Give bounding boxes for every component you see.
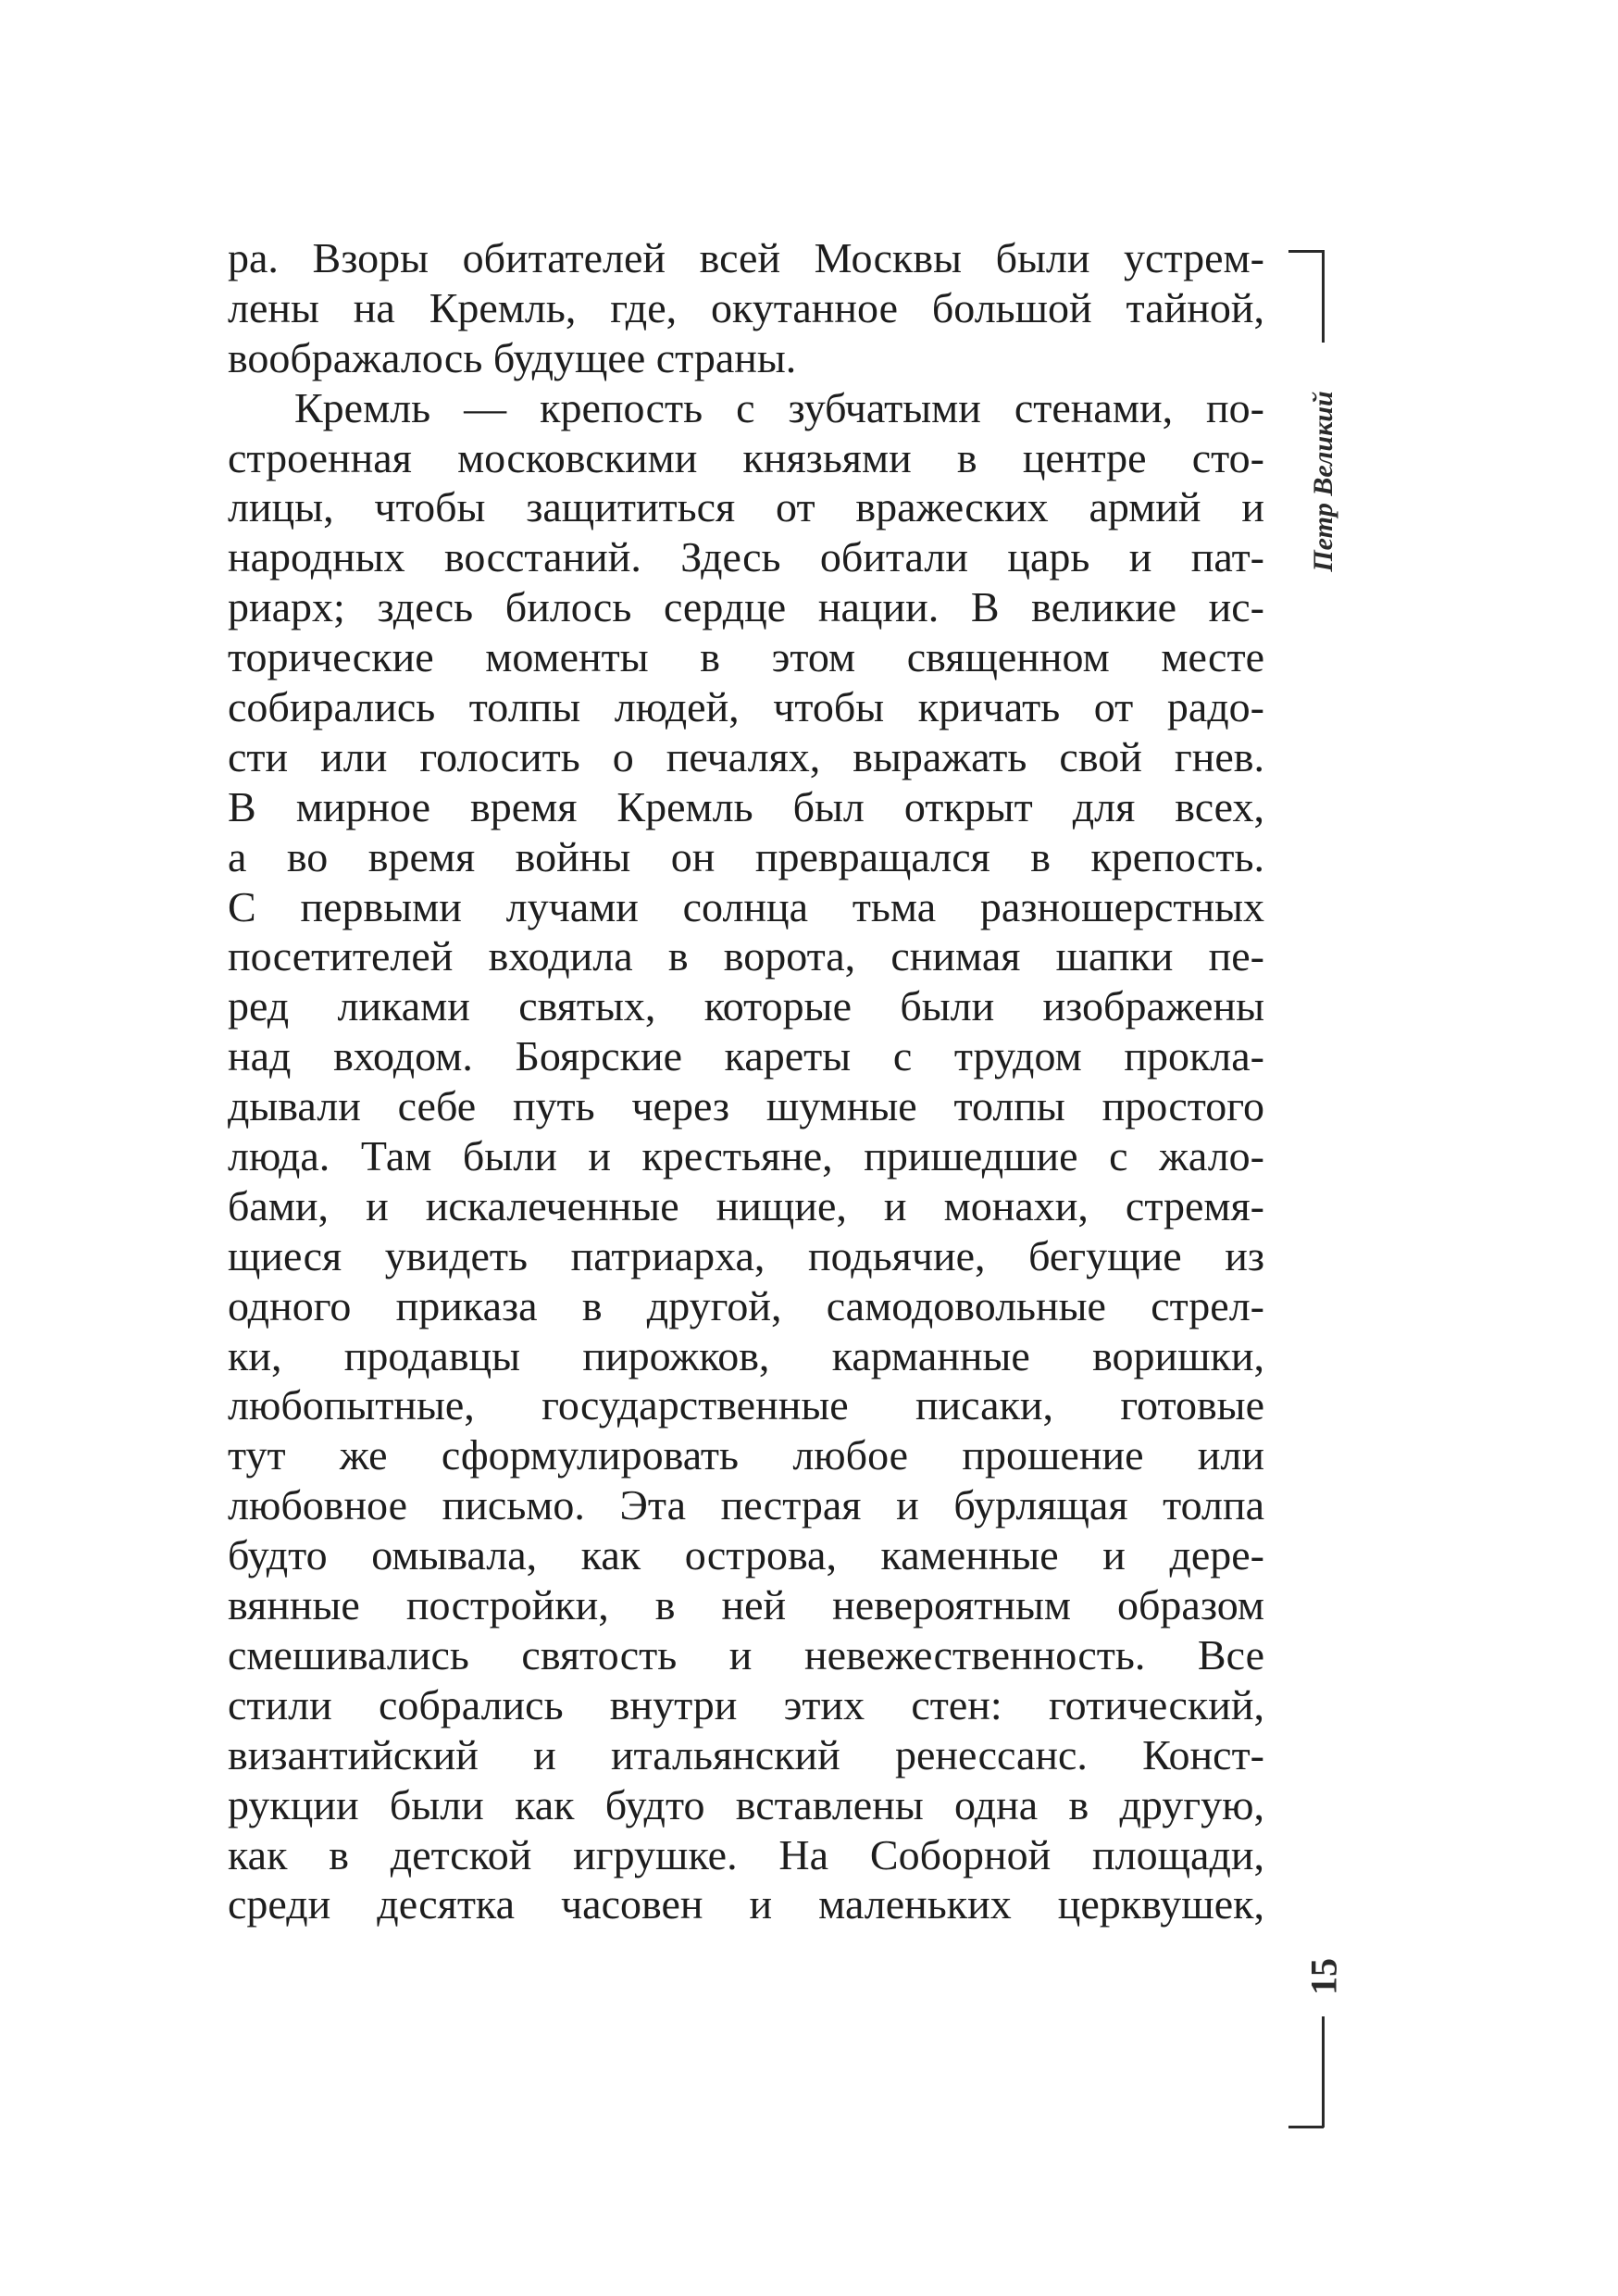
text-line-11: сти или голосить о печалях, выражать свой гнев. <box>228 732 1264 780</box>
text-line-17: над входом. Боярские кареты с трудом прокла- <box>228 1032 1264 1080</box>
text-line-8: риарх; здесь билось сердце нации. В великие ис- <box>228 583 1264 631</box>
text-line-31: византийский и итальянский ренессанс. Конст- <box>228 1730 1264 1778</box>
text-line-29: смешивались святость и невежественность. Все <box>228 1630 1264 1678</box>
margin-rule-top-horizontal <box>1288 250 1324 253</box>
text-line-10: собирались толпы людей, чтобы кричать от радо- <box>228 683 1264 731</box>
running-title-text: Петр Великий <box>1308 391 1338 572</box>
text-line-1: ра. Взоры обитателей всей Москвы были устрем- <box>228 234 1264 281</box>
margin-rule-bottom-horizontal <box>1288 2126 1324 2128</box>
text-line-26: любовное письмо. Эта пестрая и бурлящая толпа <box>228 1481 1264 1529</box>
margin-rule-bottom-vertical <box>1322 2016 1325 2128</box>
text-line-5: строенная московскими князьями в центре сто- <box>228 433 1264 481</box>
text-line-34: среди десятка часовен и маленьких церквушек, <box>228 1880 1264 1928</box>
text-line-25: тут же сформулировать любое прошение или <box>228 1431 1264 1479</box>
text-line-19: люда. Там были и крестьяне, пришедшие с жало- <box>228 1132 1264 1180</box>
text-line-20: бами, и искалеченные нищие, и монахи, стремя- <box>228 1181 1264 1229</box>
text-line-3: воображалось будущее страны. <box>228 333 797 381</box>
body-text <box>228 233 1264 1929</box>
text-line-18: дывали себе путь через шумные толпы простого <box>228 1082 1264 1130</box>
text-line-33: как в детской игрушке. На Соборной площади, <box>228 1830 1264 1878</box>
text-line-23: ки, продавцы пирожков, карманные воришки, <box>228 1331 1264 1379</box>
text-line-6: лицы, чтобы защититься от вражеских армий и <box>228 483 1264 531</box>
margin-rule-top-vertical <box>1322 250 1325 343</box>
text-line-21: щиеся увидеть патриарха, подьячие, бегущие из <box>228 1231 1264 1279</box>
text-line-27: будто омывала, как острова, каменные и дере- <box>228 1531 1264 1579</box>
text-line-14: С первыми лучами солнца тьма разношерстных <box>228 882 1264 930</box>
text-line-4: Кремль — крепость с зубчатыми стенами, по- <box>294 383 1264 431</box>
page-number <box>1282 1926 1365 2028</box>
text-line-15: посетителей входила в ворота, снимая шапки пе- <box>228 932 1264 980</box>
text-line-32: рукции были как будто вставлены одна в другую, <box>228 1780 1264 1828</box>
text-line-22: одного приказа в другой, самодовольные стрел- <box>228 1281 1264 1329</box>
page-number-text: 15 <box>1302 1958 1345 1995</box>
text-line-2: лены на Кремль, где, окутанное большой тайной, <box>228 283 1264 331</box>
running-title <box>1282 361 1365 602</box>
text-line-24: любопытные, государственные писаки, готовые <box>228 1381 1264 1429</box>
text-line-16: ред ликами святых, которые были изображены <box>228 982 1264 1030</box>
text-line-9: торические моменты в этом священном месте <box>228 633 1264 681</box>
text-line-28: вянные постройки, в ней невероятным образом <box>228 1581 1264 1629</box>
text-line-7: народных восстаний. Здесь обитали царь и пат- <box>228 533 1264 581</box>
text-line-12: В мирное время Кремль был открыт для всех, <box>228 782 1264 830</box>
text-line-13: а во время войны он превращался в крепость. <box>228 832 1264 880</box>
text-line-30: стили собрались внутри этих стен: готический, <box>228 1680 1264 1728</box>
